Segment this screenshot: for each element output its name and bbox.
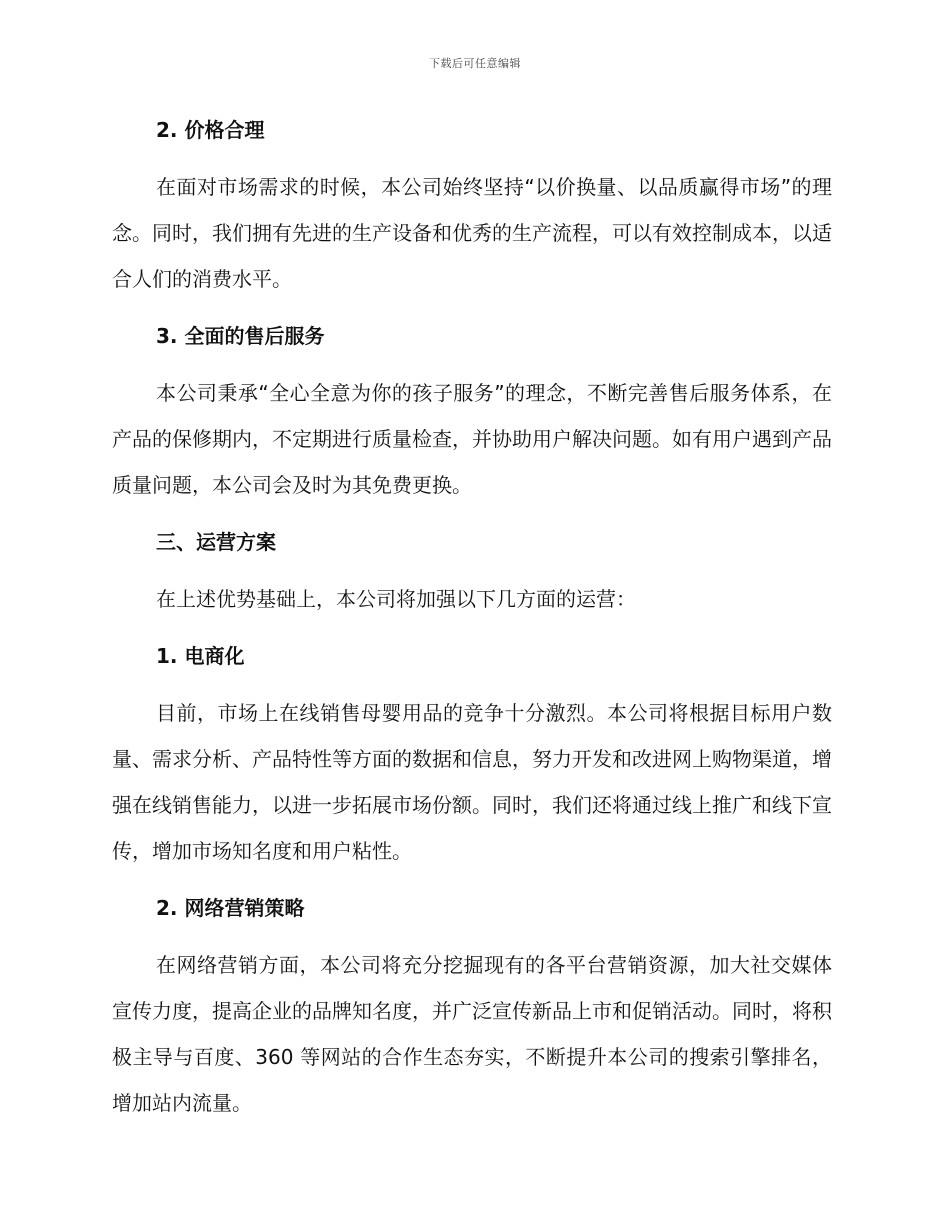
section-paragraph-operation-plan: 在上述优势基础上，本公司将加强以下几方面的运营： xyxy=(156,587,636,611)
section-paragraph-price: 在面对市场需求的时候，本公司始终坚持“以价换量、以品质赢得市场”的理念。同时，我们拥有先进的生产设备和优秀的生产流程，可以有效控制成本，以适合人们的消费水平。 xyxy=(112,175,832,291)
section-heading-operation-plan: 三、运营方案 xyxy=(156,530,276,554)
section-heading-price: 2. 价格合理 xyxy=(156,118,265,142)
section-heading-ecommerce: 1. 电商化 xyxy=(156,644,245,668)
section-paragraph-ecommerce: 目前，市场上在线销售母婴用品的竞争十分激烈。本公司将根据目标用户数量、需求分析、产品特性等方面的数据和信息，努力开发和改进网上购物渠道，增强在线销售能力，以进一步拓展市场份额。同时，我们还将通过线上推广和线下宣传，增加市场知名度和用户粘性。 xyxy=(112,701,832,863)
document-body xyxy=(112,112,832,1126)
header-note: 下载后可任意编辑 xyxy=(429,57,521,70)
section-heading-network-marketing: 2. 网络营销策略 xyxy=(156,896,305,920)
section-heading-after-sales: 3. 全面的售后服务 xyxy=(156,324,325,348)
section-paragraph-network-marketing: 在网络营销方面，本公司将充分挖掘现有的各平台营销资源，加大社交媒体宣传力度，提高企业的品牌知名度，并广泛宣传新品上市和促销活动。同时，将积极主导与百度、360 等网站的合作生态夯实，不断提升本公司的搜索引擎排名，增加站内流量。 xyxy=(112,953,832,1115)
section-paragraph-after-sales: 本公司秉承“全心全意为你的孩子服务”的理念，不断完善售后服务体系，在产品的保修期内，不定期进行质量检查，并协助用户解决问题。如有用户遇到产品质量问题，本公司会及时为其免费更换。 xyxy=(112,381,832,497)
